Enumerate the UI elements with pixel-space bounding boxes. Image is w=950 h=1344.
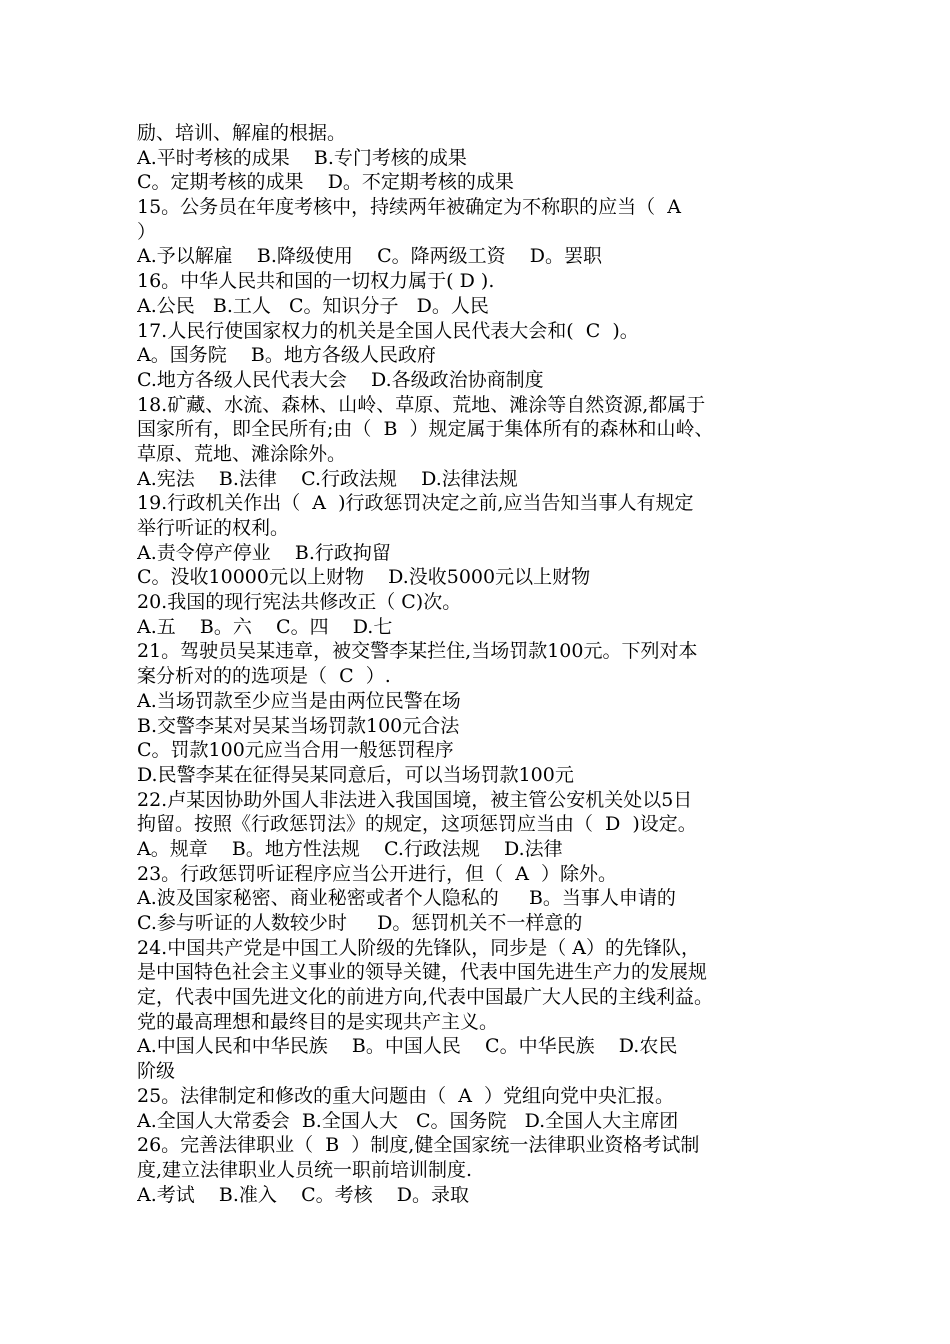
text-line: A.公民 B.工人 C。知识分子 D。人民 (137, 294, 489, 317)
text-line: 26。完善法律职业（ B ）制度,健全国家统一法律职业资格考试制 (137, 1134, 700, 1157)
text-line: 阶级 (137, 1060, 176, 1083)
text-line: A.五 B。六 C。四 D.七 (137, 615, 393, 638)
text-line: A.中国人民和中华民族 B。中国人民 C。中华民族 D.农民 (137, 1035, 678, 1058)
text-line: 党的最高理想和最终目的是实现共产主义。 (137, 1010, 499, 1033)
text-line: A.平时考核的成果 B.专门考核的成果 (137, 146, 467, 169)
text-line: 励、培训、解雇的根据。 (137, 122, 347, 144)
text-line: 国家所有，即全民所有;由（ B ）规定属于集体所有的森林和山岭、 (137, 418, 714, 441)
exam-text-body (137, 121, 837, 1207)
text-line: 是中国特色社会主义事业的领导关键，代表中国先进生产力的发展规 (137, 961, 708, 984)
text-line: C。没收10000元以上财物 D.没收5000元以上财物 (137, 566, 591, 589)
text-line: 19.行政机关作出（ A )行政惩罚决定之前,应当告知当事人有规定 (137, 492, 694, 515)
text-line: 25。法律制定和修改的重大问题由（ A ）党组向党中央汇报。 (137, 1084, 675, 1107)
text-line: 草原、荒地、滩涂除外。 (137, 442, 347, 465)
text-line: 度,建立法律职业人员统一职前培训制度. (137, 1158, 473, 1181)
text-line: 22.卢某因协助外国人非法进入我国国境，被主管公安机关处以5日 (137, 788, 693, 811)
text-line: A.考试 B.准入 C。考核 D。录取 (137, 1183, 470, 1206)
text-line: A.当场罚款至少应当是由两位民警在场 (137, 689, 461, 712)
text-line: ） (137, 220, 157, 243)
text-line: C.地方各级人民代表大会 D.各级政治协商制度 (137, 368, 544, 391)
text-line: A。规章 B。地方性法规 C.行政法规 D.法律 (137, 837, 563, 860)
text-line: 20.我国的现行宪法共修改正（ C)次。 (137, 591, 462, 614)
text-line: 16。中华人民共和国的一切权力属于( D ). (137, 270, 495, 293)
text-line: 举行听证的权利。 (137, 517, 290, 539)
text-line: 18.矿藏、水流、森林、山岭、草原、荒地、滩涂等自然资源,都属于 (137, 393, 706, 416)
text-line: 23。行政惩罚听证程序应当公开进行，但（ A ）除外。 (137, 862, 618, 885)
text-line: D.民警李某在征得吴某同意后，可以当场罚款100元 (137, 763, 574, 786)
text-line: A。国务院 B。地方各级人民政府 (137, 344, 436, 367)
text-line: 定，代表中国先进文化的前进方向,代表中国最广大人民的主线利益。 (137, 986, 714, 1009)
text-line: A.全国人大常委会 B.全国人大 C。国务院 D.全国人大主席团 (137, 1109, 679, 1132)
text-line: 15。公务员在年度考核中，持续两年被确定为不称职的应当（ A (137, 196, 681, 219)
text-line: C。罚款100元应当合用一般惩罚程序 (137, 739, 454, 762)
text-line: 拘留。按照《行政惩罚法》的规定，这项惩罚应当由（ D )设定。 (137, 813, 697, 836)
text-line: 17.人民行使国家权力的机关是全国人民代表大会和( C )。 (137, 319, 639, 342)
text-line: 21。驾驶员吴某违章，被交警李某拦住,当场罚款100元。下列对本 (137, 640, 698, 663)
text-line: A.予以解雇 B.降级使用 C。降两级工资 D。罢职 (137, 245, 603, 268)
text-line: A.波及国家秘密、商业秘密或者个人隐私的 B。当事人申请的 (137, 887, 676, 910)
text-line: 案分析对的的选项是（ C ）. (137, 665, 391, 688)
text-line: A.宪法 B.法律 C.行政法规 D.法律法规 (137, 467, 518, 490)
text-line: B.交警李某对吴某当场罚款100元合法 (137, 714, 460, 737)
text-line: C.参与听证的人数较少时 D。惩罚机关不一样意的 (137, 912, 583, 934)
text-line: C。定期考核的成果 D。不定期考核的成果 (137, 171, 514, 194)
text-line: A.责令停产停业 B.行政拘留 (137, 541, 391, 564)
text-line: 24.中国共产党是中国工人阶级的先锋队，同步是（ A）的先锋队， (137, 936, 700, 959)
